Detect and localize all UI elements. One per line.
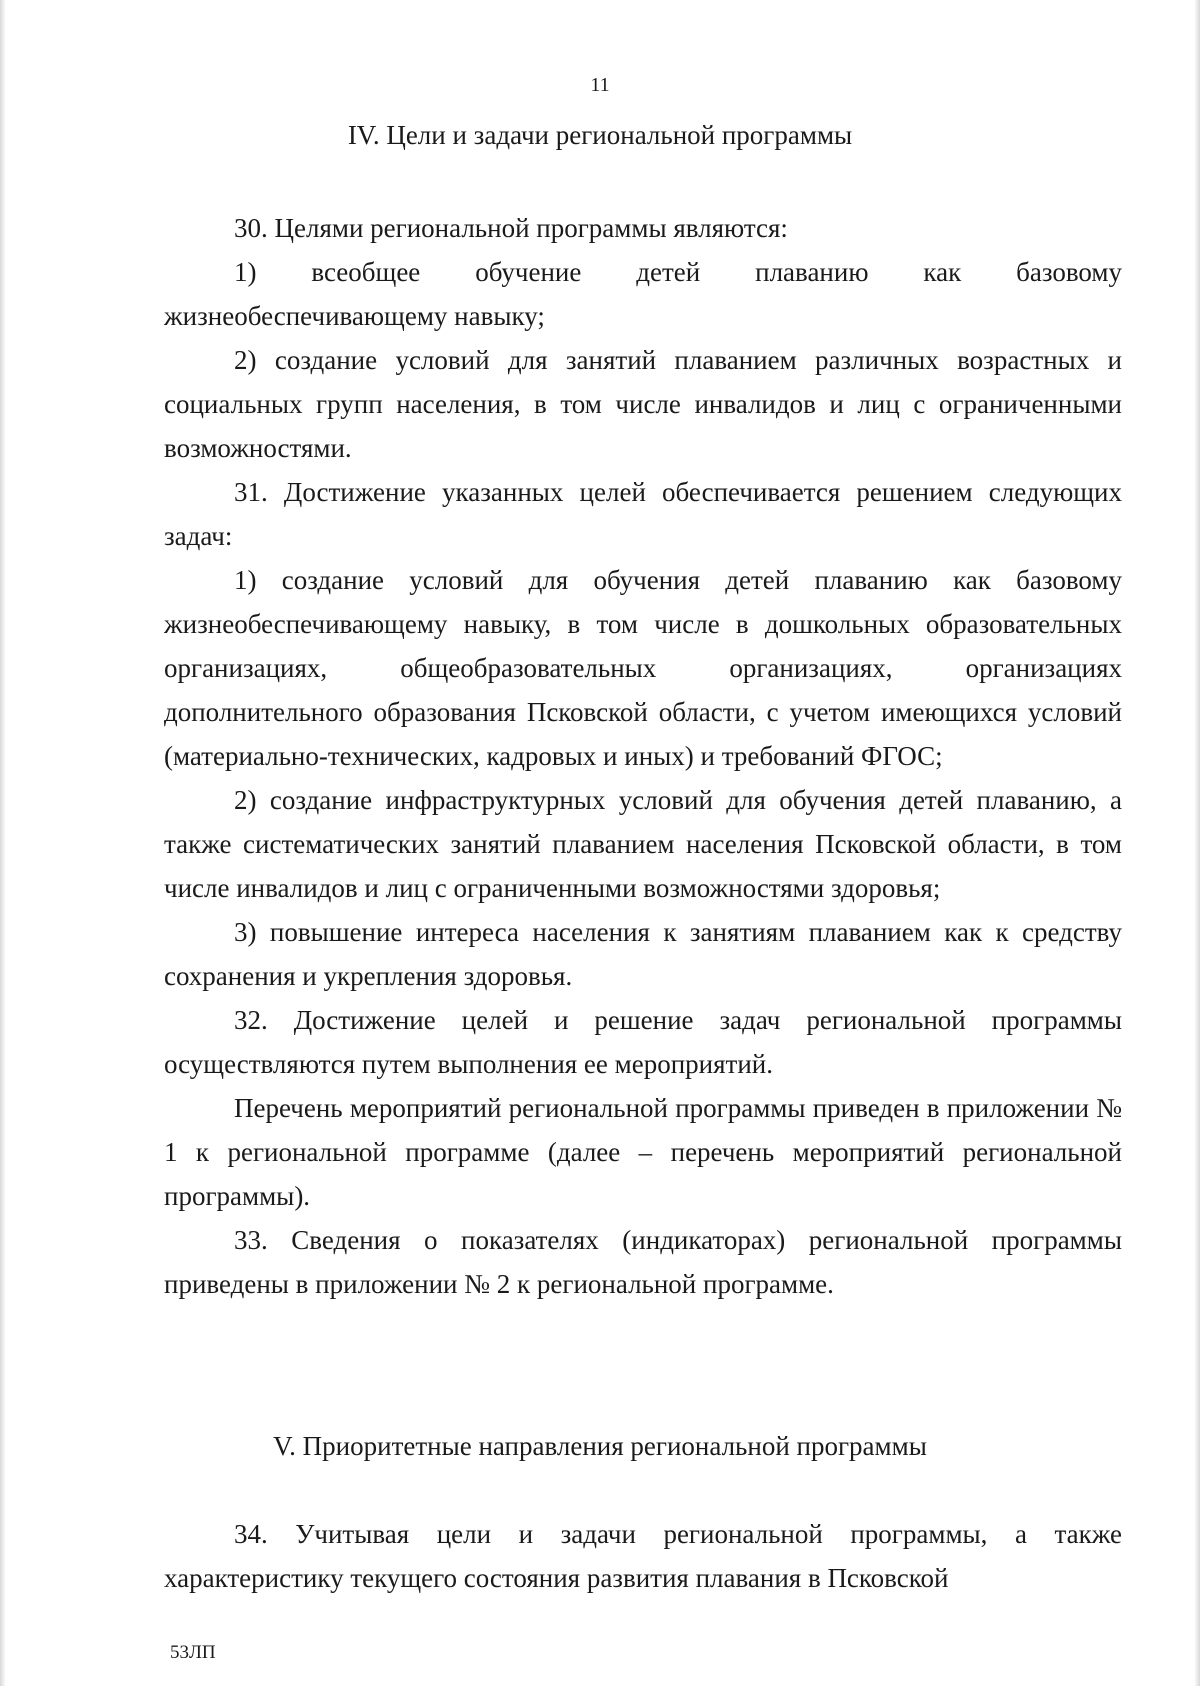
paragraph-30-item-1: 1) всеобщее обучение детей плаванию как базовому жизнеобеспечивающему навыку; — [164, 257, 1122, 331]
paragraph-30: 30. Целями региональной программы являются: — [234, 213, 788, 243]
scan-edge-right — [1194, 0, 1200, 1686]
paragraph-32: 32. Достижение целей и решение задач региональной программы осуществляются путем выполнения ее мероприятий. — [164, 1005, 1122, 1079]
paragraph-31-item-3: 3) повышение интереса населения к занятиям плаванием как к средству сохранения и укрепления здоровья. — [164, 917, 1122, 991]
section-body-goals — [164, 206, 1122, 1306]
paragraph-32-list: Перечень мероприятий региональной программы приведен в приложении № 1 к региональной программе (далее – перечень мероприятий региональной программы). — [164, 1093, 1122, 1211]
section-heading-goals: IV. Цели и задачи региональной программы — [347, 120, 853, 150]
scan-edge-left — [0, 0, 6, 1686]
section-body-priorities — [164, 1512, 1122, 1600]
paragraph-31-item-1: 1) создание условий для обучения детей плаванию как базовому жизнеобеспечивающему навыку, в том числе в дошкольных образовательных организациях, общеобразовательных организациях, организациях дополнительного образования Псковской области, с учетом имеющихся условий (материально-технических, кадровых и иных) и требований ФГОС; — [164, 565, 1122, 771]
paragraph-33: 33. Сведения о показателях (индикаторах) региональной программы приведены в приложении № 2 к региональной программе. — [164, 1225, 1122, 1299]
page-number: 11 — [590, 74, 610, 96]
paragraph-30-item-2: 2) создание условий для занятий плаванием различных возрастных и социальных групп населения, в том числе инвалидов и лиц с ограниченными возможностями. — [164, 345, 1122, 463]
section-heading-priorities: V. Приоритетные направления региональной программы — [273, 1431, 927, 1461]
paragraph-31-item-2: 2) создание инфраструктурных условий для обучения детей плаванию, а также систематических занятий плаванием населения Псковской области, в том числе инвалидов и лиц с ограниченными возможностями здоровья; — [164, 785, 1122, 903]
document-code: 53ЛП — [170, 1642, 216, 1663]
paragraph-34: 34. Учитывая цели и задачи региональной программы, а также характеристику текущего состояния развития плавания в Псковской — [164, 1519, 1122, 1593]
paragraph-31: 31. Достижение указанных целей обеспечивается решением следующих задач: — [164, 477, 1122, 551]
